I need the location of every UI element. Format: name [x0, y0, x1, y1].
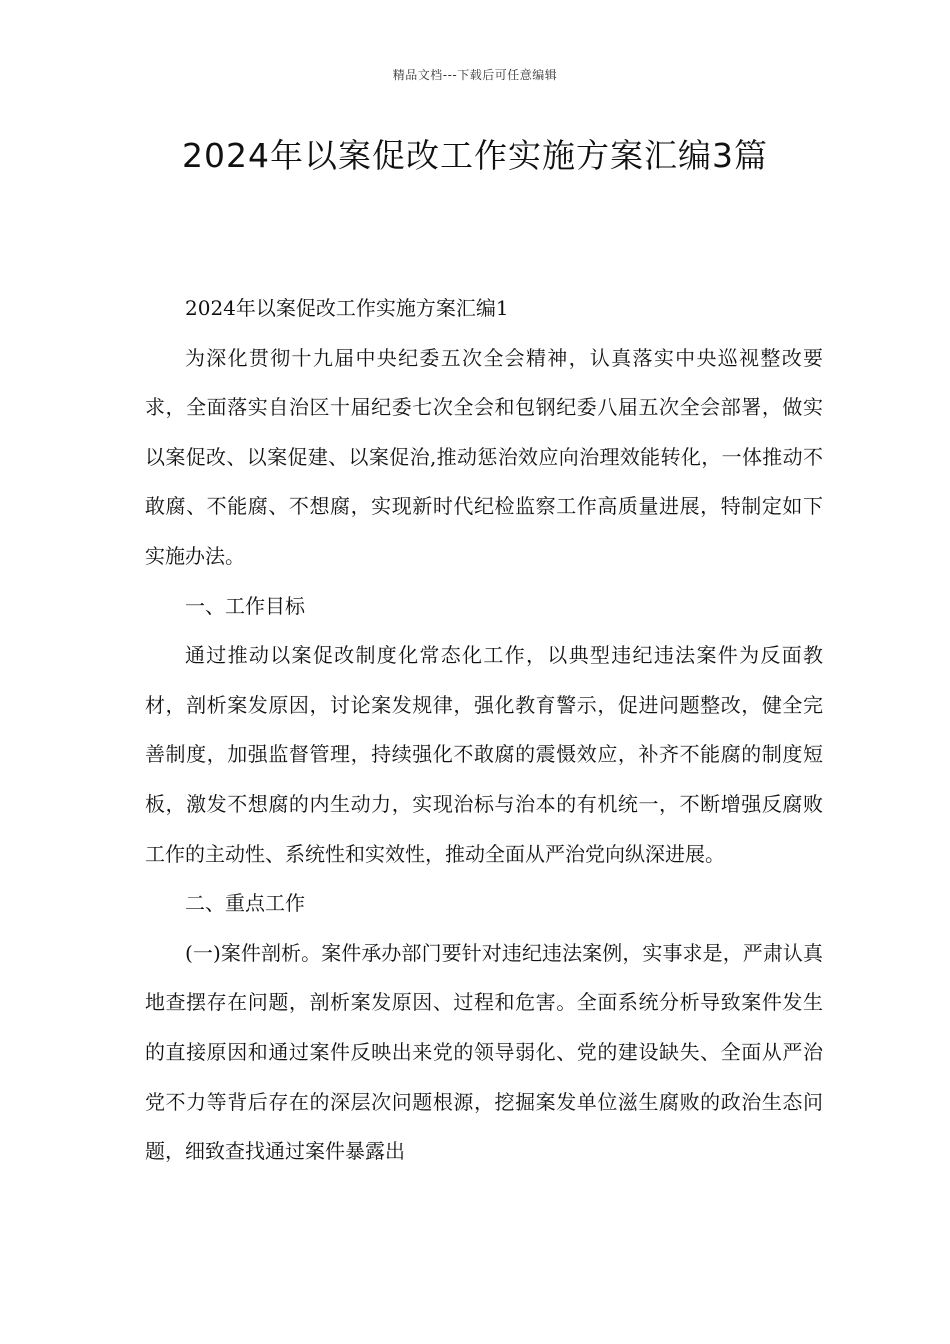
- case-analysis-paragraph: (一)案件剖析。案件承办部门要针对违纪违法案例，实事求是，严肃认真地查摆存在问题，剖析案发原因、过程和危害。全面系统分析导致案件发生的直接原因和通过案件反映出来党的领导弱化、党的建设缺失、全面从严治党不力等背后存在的深层次问题根源，挖掘案发单位滋生腐败的政治生态问题，细致查找通过案件暴露出: [145, 940, 823, 1164]
- goals-paragraph: 通过推动以案促改制度化常态化工作，以典型违纪违法案件为反面教材，剖析案发原因，讨论案发规律，强化教育警示，促进问题整改，健全完善制度，加强监督管理，持续强化不敢腐的震慑效应，补齐不能腐的制度短板，激发不想腐的内生动力，实现治标与治本的有机统一，不断增强反腐败工作的主动性、系统性和实效性，推动全面从严治党向纵深进展。: [145, 643, 823, 866]
- intro-paragraph: 为深化贯彻十九届中央纪委五次全会精神，认真落实中央巡视整改要求，全面落实自治区十届纪委七次全会和包钢纪委八届五次全会部署，做实以案促改、以案促建、以案促治,推动惩治效应向治理效能转化，一体推动不敢腐、不能腐、不想腐，实现新时代纪检监察工作高质量进展，特制定如下实施办法。: [145, 345, 823, 568]
- subtitle-paragraph: 2024年以案促改工作实施方案汇编1: [185, 296, 509, 320]
- document-title: 2024年以案促改工作实施方案汇编3篇: [182, 136, 768, 175]
- header-note: 精品文档---下载后可任意编辑: [392, 68, 558, 82]
- document-body: [145, 284, 823, 1177]
- section-heading-goals: 一、工作目标: [185, 593, 305, 618]
- section-heading-key-work: 二、重点工作: [185, 891, 305, 916]
